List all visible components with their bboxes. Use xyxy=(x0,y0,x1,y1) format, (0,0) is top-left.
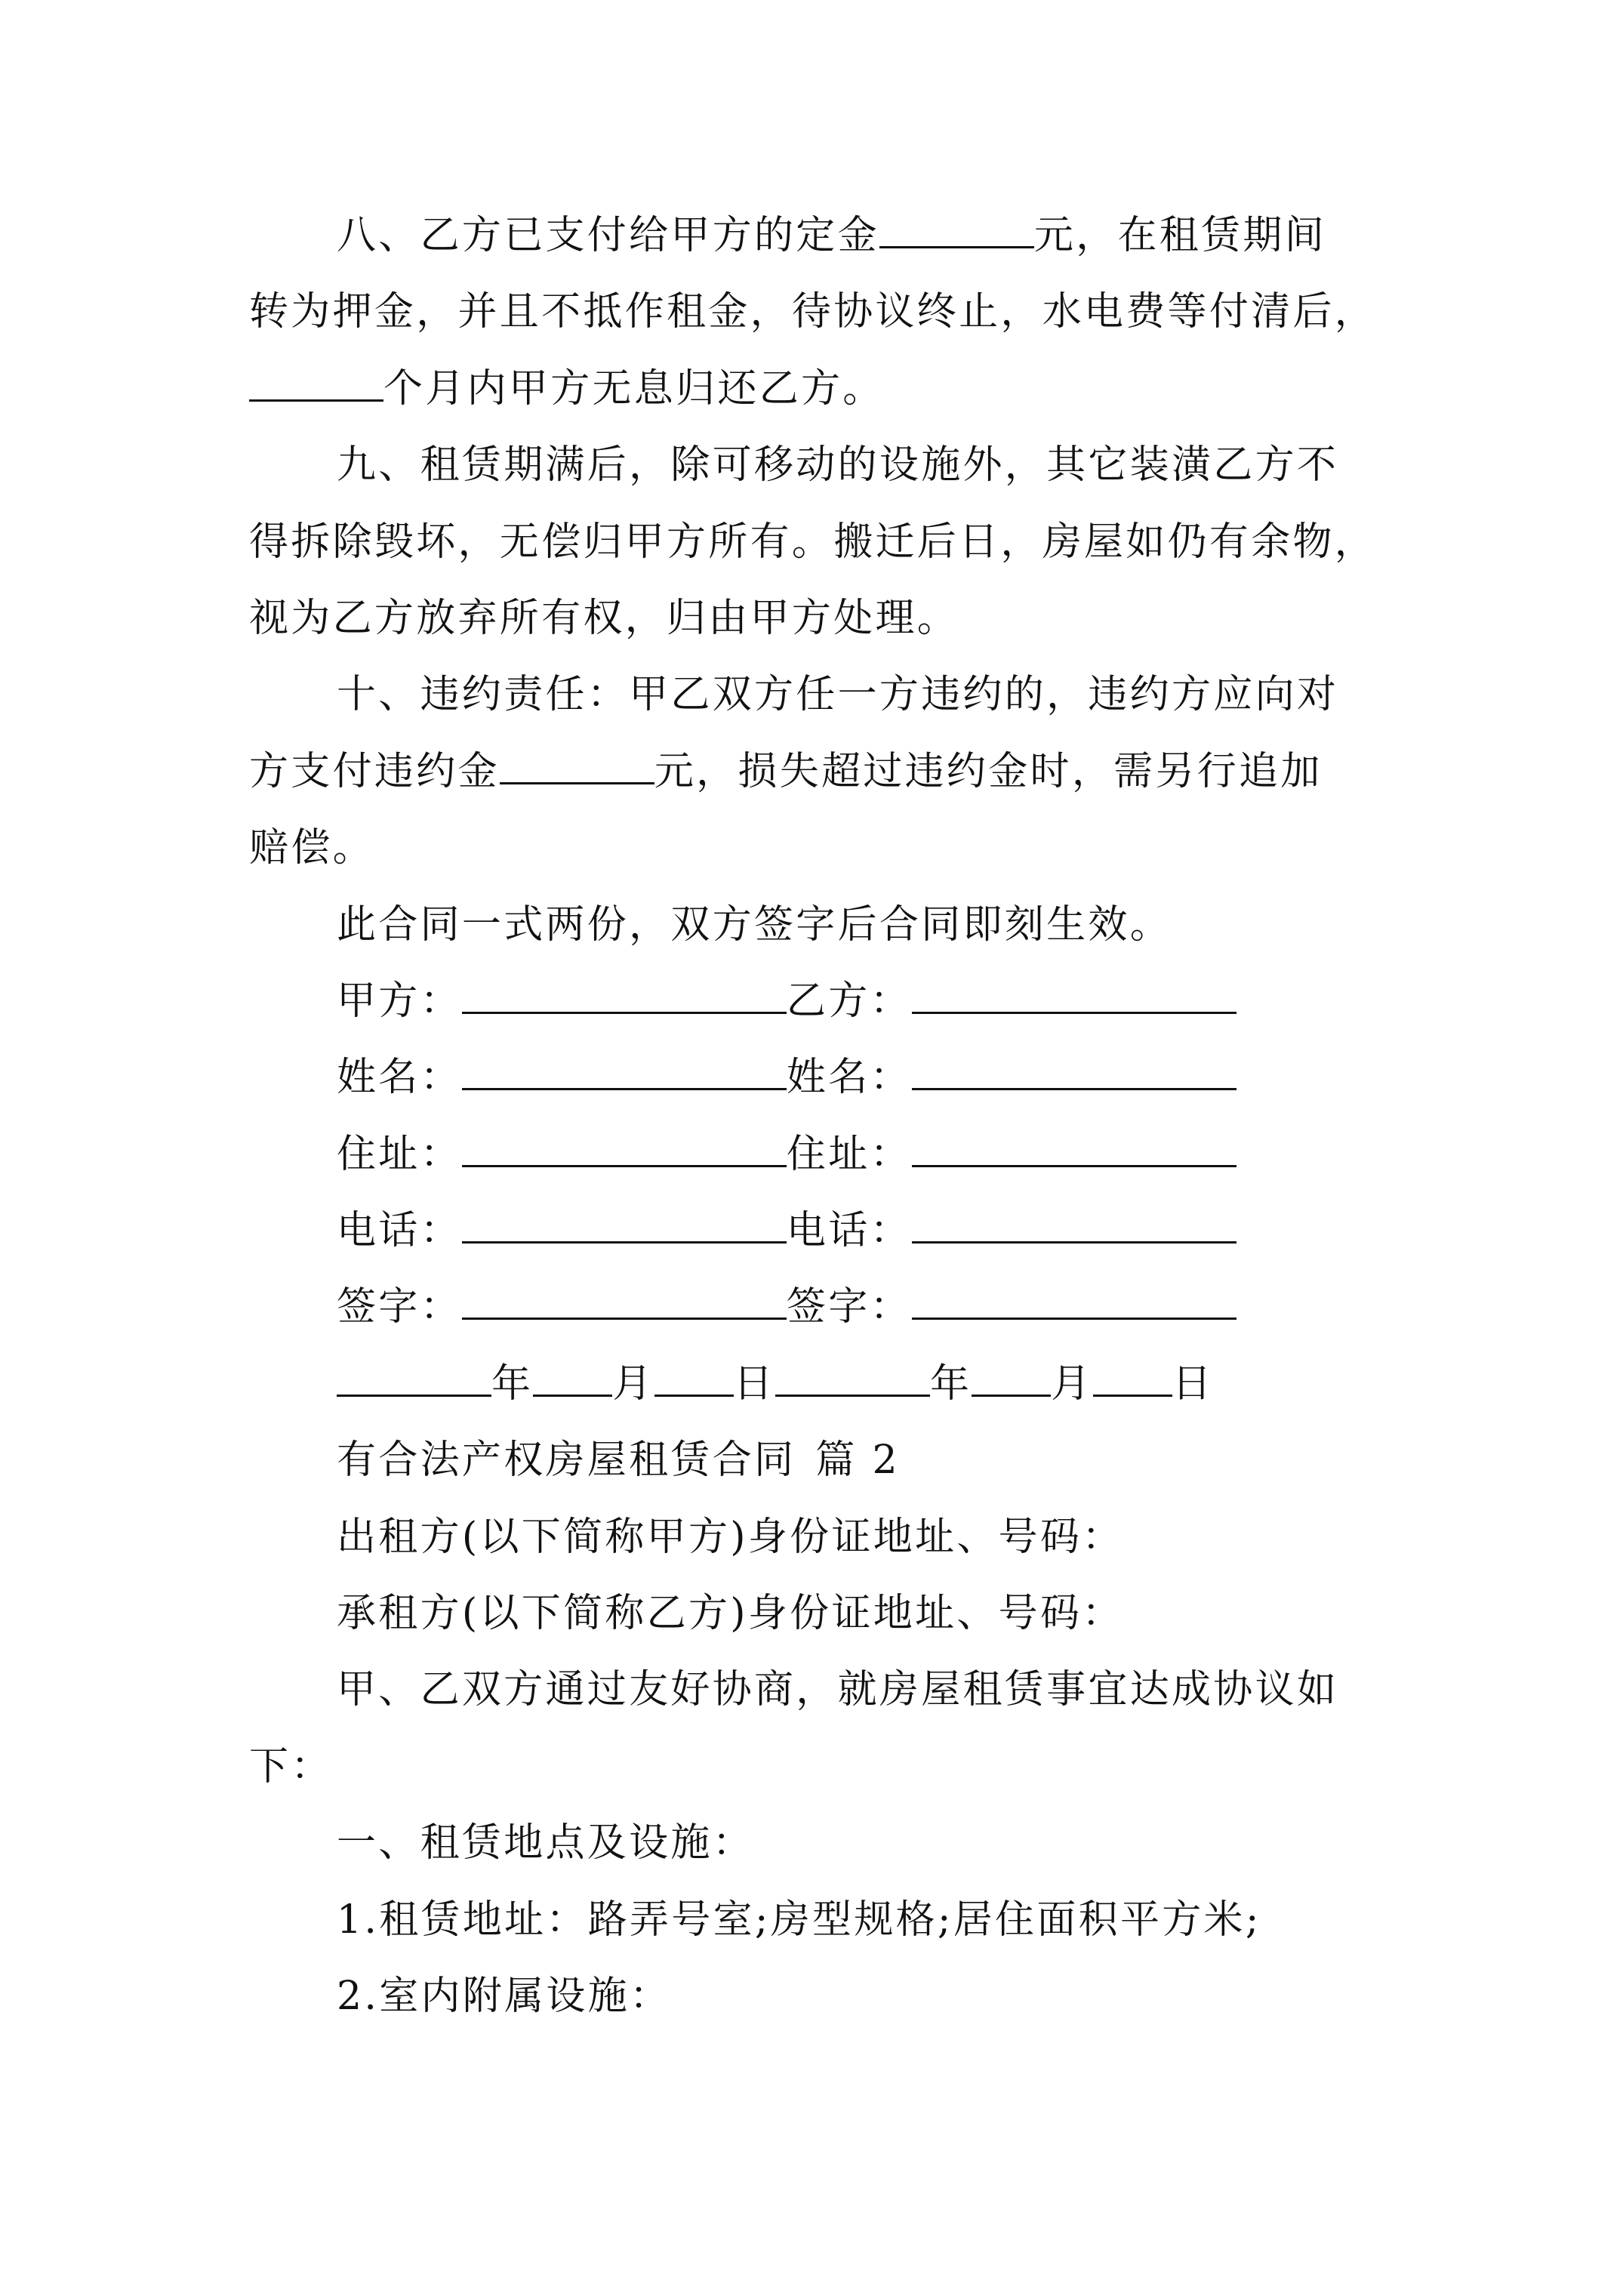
clause-9-line-2: 得拆除毁坏，无偿归甲方所有。搬迁后日，房屋如仍有余物， xyxy=(249,519,1377,565)
party-b-label: 乙方： xyxy=(786,978,912,1024)
clause-8-line-1 xyxy=(249,198,1397,274)
party-b-name-blank[interactable] xyxy=(912,1043,1236,1090)
year-label: 年 xyxy=(491,1361,534,1407)
document-body xyxy=(249,198,1397,2035)
clause-10-text-cont: 元，损失超过违约金时，需另行追加 xyxy=(654,748,1323,794)
clause-8-line-2: 转为押金，并且不抵作租金，待协议终止，水电费等付清后， xyxy=(249,289,1377,335)
party-b-phone-blank[interactable] xyxy=(912,1196,1236,1244)
part-2-title-text: 有合法产权房屋租赁合同 xyxy=(337,1438,796,1484)
signature-row-address xyxy=(249,1117,1397,1193)
party-b-signature-blank[interactable] xyxy=(912,1272,1236,1320)
effective-clause: 此合同一式两份，双方签字后合同即刻生效。 xyxy=(337,901,1172,948)
party-a-day-blank[interactable] xyxy=(654,1349,734,1397)
section-1-heading: 一、租赁地点及设施： xyxy=(337,1820,755,1866)
party-b-address-label: 住址： xyxy=(786,1131,912,1177)
party-b-month-blank[interactable] xyxy=(972,1349,1051,1397)
party-b-phone-label: 电话： xyxy=(786,1208,912,1254)
agreement-line-1: 甲、乙双方通过友好协商，就房屋租赁事宜达成协议如 xyxy=(337,1667,1339,1713)
party-a-blank[interactable] xyxy=(462,966,787,1014)
party-a-name-blank[interactable] xyxy=(462,1043,787,1090)
year-label-2: 年 xyxy=(929,1361,972,1407)
party-a-signature-blank[interactable] xyxy=(462,1272,787,1320)
part-2-number: 篇 2 xyxy=(815,1438,900,1484)
signature-row-party xyxy=(249,963,1397,1040)
party-a-year-blank[interactable] xyxy=(337,1349,491,1397)
party-b-blank[interactable] xyxy=(912,966,1236,1014)
clause-8-text-cont: 元，在租赁期间 xyxy=(1033,213,1327,258)
day-label-2: 日 xyxy=(1172,1361,1214,1407)
lessee-line: 承租方(以下简称乙方)身份证地址、号码： xyxy=(337,1591,1124,1637)
party-a-label: 甲方： xyxy=(337,978,462,1024)
party-b-day-blank[interactable] xyxy=(1093,1349,1172,1397)
day-label: 日 xyxy=(733,1361,775,1407)
clause-9-line-1: 九、租赁期满后，除可移动的设施外，其它装潢乙方不 xyxy=(337,442,1339,488)
item-1-address: 1.租赁地址：路弄号室;房型规格;居住面积平方米; xyxy=(337,1897,1261,1943)
refund-months-blank[interactable] xyxy=(249,354,383,402)
party-b-sign-label: 签字： xyxy=(786,1284,912,1330)
month-label: 月 xyxy=(612,1361,654,1407)
clause-10-line-2 xyxy=(249,734,1397,810)
agreement-line-2: 下： xyxy=(249,1743,333,1789)
party-a-address-label: 住址： xyxy=(337,1131,462,1177)
clause-9-line-3: 视为乙方放弃所有权，归由甲方处理。 xyxy=(249,595,959,641)
party-a-month-blank[interactable] xyxy=(533,1349,612,1397)
party-a-phone-blank[interactable] xyxy=(462,1196,787,1244)
party-a-address-blank[interactable] xyxy=(462,1120,787,1167)
party-b-address-blank[interactable] xyxy=(912,1120,1236,1167)
signature-row-name xyxy=(249,1040,1397,1116)
part-2-title xyxy=(249,1422,1397,1499)
clause-8-text: 八、乙方已支付给甲方的定金 xyxy=(337,213,879,258)
lessor-line: 出租方(以下简称甲方)身份证地址、号码： xyxy=(337,1514,1124,1560)
month-label-2: 月 xyxy=(1051,1361,1093,1407)
party-b-name-label: 姓名： xyxy=(786,1055,912,1101)
date-row xyxy=(249,1346,1397,1422)
signature-row-sign xyxy=(249,1269,1397,1345)
signature-row-phone xyxy=(249,1193,1397,1269)
item-2-facilities: 2.室内附属设施： xyxy=(337,1973,672,2019)
party-a-phone-label: 电话： xyxy=(337,1208,462,1254)
party-a-name-label: 姓名： xyxy=(337,1055,462,1101)
party-b-year-blank[interactable] xyxy=(775,1349,930,1397)
clause-10-line-3: 赔偿。 xyxy=(249,825,374,871)
penalty-amount-blank[interactable] xyxy=(500,737,654,784)
clause-8-line-3 xyxy=(249,351,1397,427)
party-a-sign-label: 签字： xyxy=(337,1284,462,1330)
clause-10-text: 方支付违约金 xyxy=(249,748,500,794)
clause-8-text-end: 个月内甲方无息归还乙方。 xyxy=(383,365,885,411)
deposit-amount-blank[interactable] xyxy=(879,201,1034,248)
clause-10-line-1: 十、违约责任：甲乙双方任一方违约的，违约方应向对 xyxy=(337,672,1339,718)
